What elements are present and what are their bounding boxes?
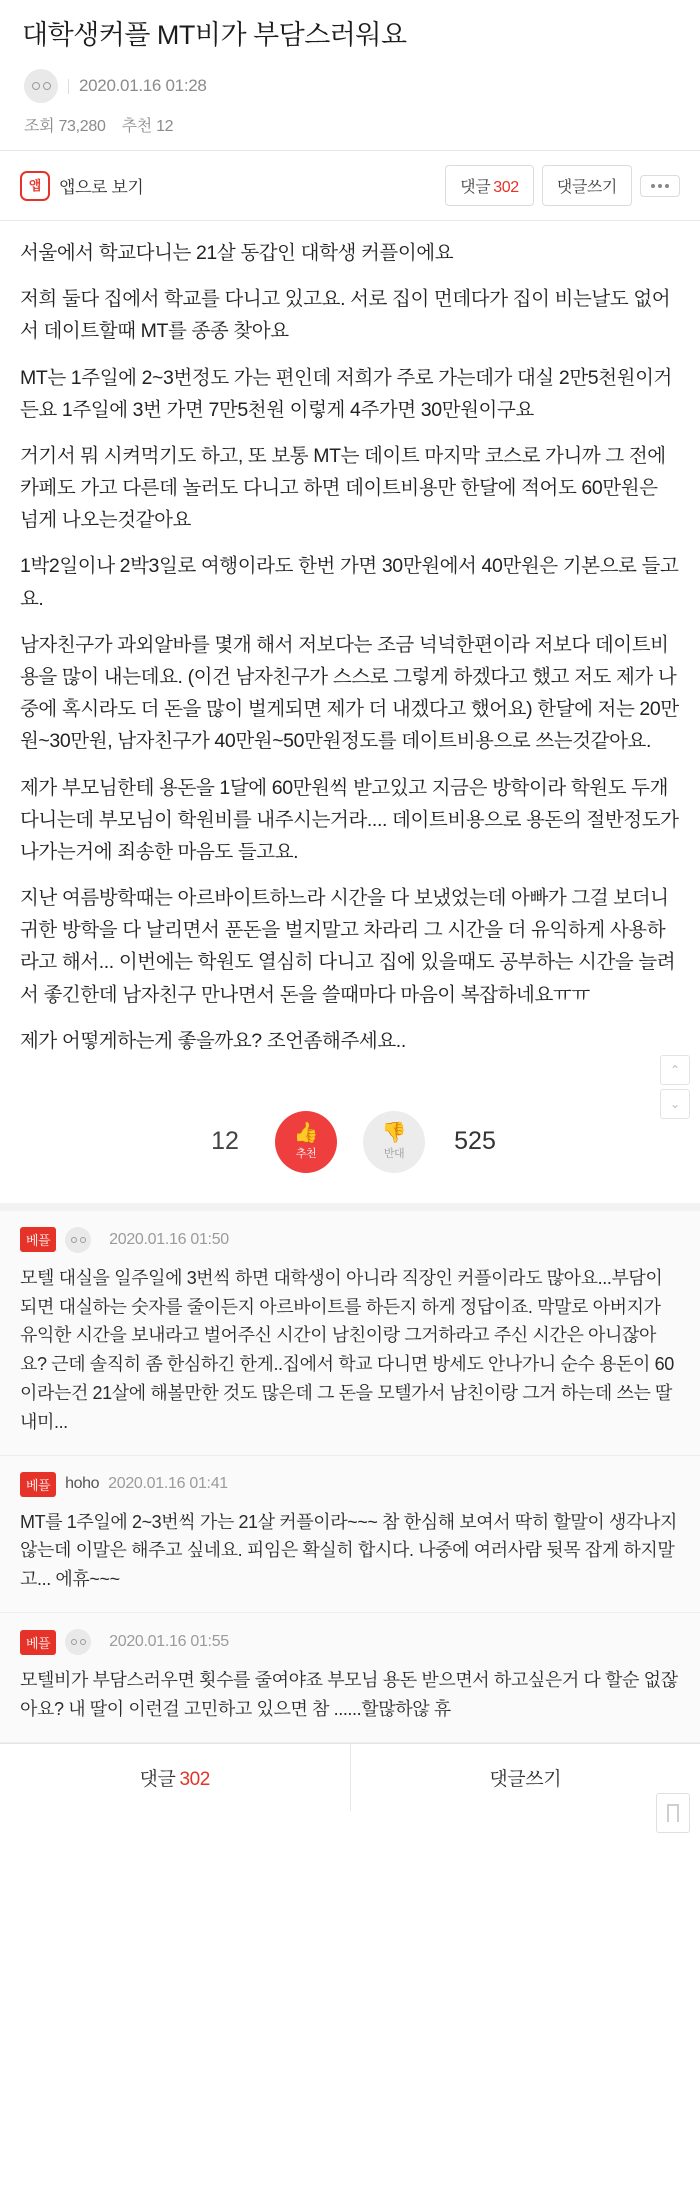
thumbs-up-icon: 👍 [293, 1121, 319, 1144]
status-badge: 베플 [20, 1630, 56, 1655]
action-buttons [445, 165, 680, 206]
avatar [24, 69, 58, 103]
bookmark-icon[interactable] [656, 1793, 690, 1833]
bottom-comments-label: 댓글 [139, 1768, 176, 1790]
bookmark-glyph [667, 1804, 679, 1822]
write-comment-button[interactable]: 댓글쓰기 [542, 165, 632, 206]
vote-area [0, 1077, 700, 1203]
post-paragraph: 제가 어떻게하는게 좋을까요? 조언좀해주세요.. [20, 1029, 406, 1052]
comment-header [20, 1629, 680, 1655]
downvote-label: 반대 [383, 1147, 405, 1160]
post-paragraph: 저희 둘다 집에서 학교를 다니고 있고요. 서로 집이 먼데다가 집이 비는날도 없어서 데이트할때 MT를 종종 찾아요 [20, 288, 671, 343]
open-in-app-label: 앱으로 보기 [59, 178, 144, 198]
comment-date: 2020.01.16 01:50 [109, 1230, 229, 1248]
post-meta [22, 69, 678, 103]
post-paragraph: 서울에서 학교다니는 21살 동갑인 대학생 커플이에요 [20, 242, 454, 265]
recommend-count: 추천 12 [121, 118, 174, 136]
comment-date: 2020.01.16 01:41 [108, 1475, 228, 1493]
post-date: 2020.01.16 01:28 [79, 76, 207, 96]
page-title: 대학생커플 MT비가 부담스러워요 [22, 20, 407, 50]
scroll-down-icon[interactable]: ⌄ [660, 1089, 690, 1119]
post-paragraph: 지난 여름방학때는 아르바이트하느라 시간을 다 보냈었는데 아빠가 그걸 보더니 귀한 방학을 다 날리면서 푼돈을 벌지말고 차라리 그 시간을 더 유익하게 사용하라고 해서... 이번에는 학원도 열심히 다니고 집에 있을때도 공부하는 시간을 늘려서 좋긴한데 남자친구 만나면서 돈을 쓸때마다 마음이 복잡하네요ㅠㅠ [20, 887, 676, 1006]
comment-text: 모텔 대실을 일주일에 3번씩 하면 대학생이 아니라 직장인 커플이라도 많아요...부담이 되면 대실하는 숫자를 줄이든지 아르바이트를 하든지 하게 정답이죠. 막말로 아버지가 유익한 시간을 보내라고 벌어주신 시간이 남친이랑 그거하라고 주신 시간은 아니잖아요? 근데 솔직히 좀 한심하긴 한게..집에서 학교 다니면 방세도 안나가니 순수 용돈이 60이라는건 21살에 해볼만한 것도 많은데 그 돈을 모텔가서 남친이랑 그거 하는데 쓰는 딸내미... [20, 1267, 674, 1432]
bottom-comments-count: 302 [179, 1768, 210, 1790]
section-divider [0, 1203, 700, 1211]
comment-date: 2020.01.16 01:55 [109, 1633, 229, 1651]
post-stats [22, 113, 678, 142]
comment-text: MT를 1주일에 2~3번씩 가는 21살 커플이라~~~ 참 한심해 보여서 딱히 할말이 생각나지 않는데 이말은 해주고 싶네요. 피임은 확실히 합시다. 나중에 여러사람 뒷목 잡게 하지말고... 에휴~~~ [20, 1511, 677, 1590]
anonymous-eyes-icon [32, 82, 51, 90]
list-item [0, 1456, 700, 1613]
meta-divider [68, 79, 69, 94]
list-item [0, 1211, 700, 1456]
app-icon-label: 앱 [28, 178, 42, 194]
post-paragraph: 제가 부모님한테 용돈을 1달에 60만원씩 받고있고 지금은 방학이라 학원도 두개 다니는데 부모님이 학원비를 내주시는거라.... 데이트비용으로 용돈의 절반정도가 나가는거에 죄송한 마음도 들고요. [20, 776, 679, 863]
bottom-bar [0, 1743, 700, 1811]
post-paragraph: 1박2일이나 2박3일로 여행이라도 한번 가면 30만원에서 40만원은 기본으로 들고요. [20, 555, 679, 610]
status-badge: 베플 [20, 1227, 56, 1252]
open-in-app-button[interactable] [20, 171, 143, 201]
scroll-up-icon[interactable]: ⌃ [660, 1055, 690, 1085]
comments-button-label: 댓글 [460, 179, 491, 197]
upvote-button[interactable] [275, 1111, 337, 1173]
avatar [65, 1629, 91, 1655]
bottom-write-comment-button[interactable]: 댓글쓰기 [350, 1744, 700, 1811]
comment-text: 모텔비가 부담스러우면 횟수를 줄여야죠 부모님 용돈 받으면서 하고싶은거 다 할순 없잖아요? 내 딸이 이런걸 고민하고 있으면 참 ......할많하않 휴 [20, 1670, 678, 1719]
downvote-count: 525 [454, 1127, 496, 1156]
view-count: 조회 73,280 [24, 118, 106, 136]
comment-header [20, 1227, 680, 1253]
upvote-count: 12 [211, 1127, 239, 1156]
app-icon [20, 171, 50, 201]
status-badge: 베플 [20, 1472, 56, 1497]
thumbs-down-icon: 👎 [381, 1121, 407, 1144]
anonymous-eyes-icon [71, 1639, 86, 1645]
scroll-rail [660, 1055, 690, 1119]
list-item [0, 1613, 700, 1743]
more-dots-icon[interactable] [640, 175, 680, 197]
upvote-label: 추천 [295, 1147, 317, 1160]
downvote-button[interactable] [363, 1111, 425, 1173]
post-paragraph: 거기서 뭐 시켜먹기도 하고, 또 보통 MT는 데이트 마지막 코스로 가니까 그 전에 카페도 가고 다른데 놀러도 다니고 하면 데이트비용만 한달에 적어도 60만원은 넘게 나오는것같아요 [20, 444, 666, 532]
comments-button[interactable] [445, 165, 534, 206]
comment-author[interactable]: hoho [65, 1475, 100, 1493]
comment-header [20, 1472, 680, 1497]
post-paragraph: MT는 1주일에 2~3번정도 가는 편인데 저희가 주로 가는데가 대실 2만5천원이거든요 1주일에 3번 가면 7만5천원 이렇게 4주가면 30만원이구요 [20, 366, 672, 421]
bottom-comments-button[interactable] [0, 1744, 350, 1811]
anonymous-eyes-icon [71, 1237, 86, 1243]
comments-button-count: 302 [493, 179, 519, 197]
post-paragraph: 남자친구가 과외알바를 몇개 해서 저보다는 조금 넉넉한편이라 저보다 데이트비용을 많이 내는데요. (이건 남자친구가 스스로 그렇게 하겠다고 했고 저도 제가 나중에 혹시라도 더 돈을 많이 벌게되면 제가 더 내겠다고 했어요) 한달에 저는 20만원~30만원, 남자친구가 40만원~50만원정도를 데이트비용으로 쓰는것같아요. [20, 633, 679, 753]
avatar [65, 1227, 91, 1253]
post-body [0, 221, 700, 1077]
action-bar [0, 151, 700, 220]
post-header [0, 0, 700, 150]
